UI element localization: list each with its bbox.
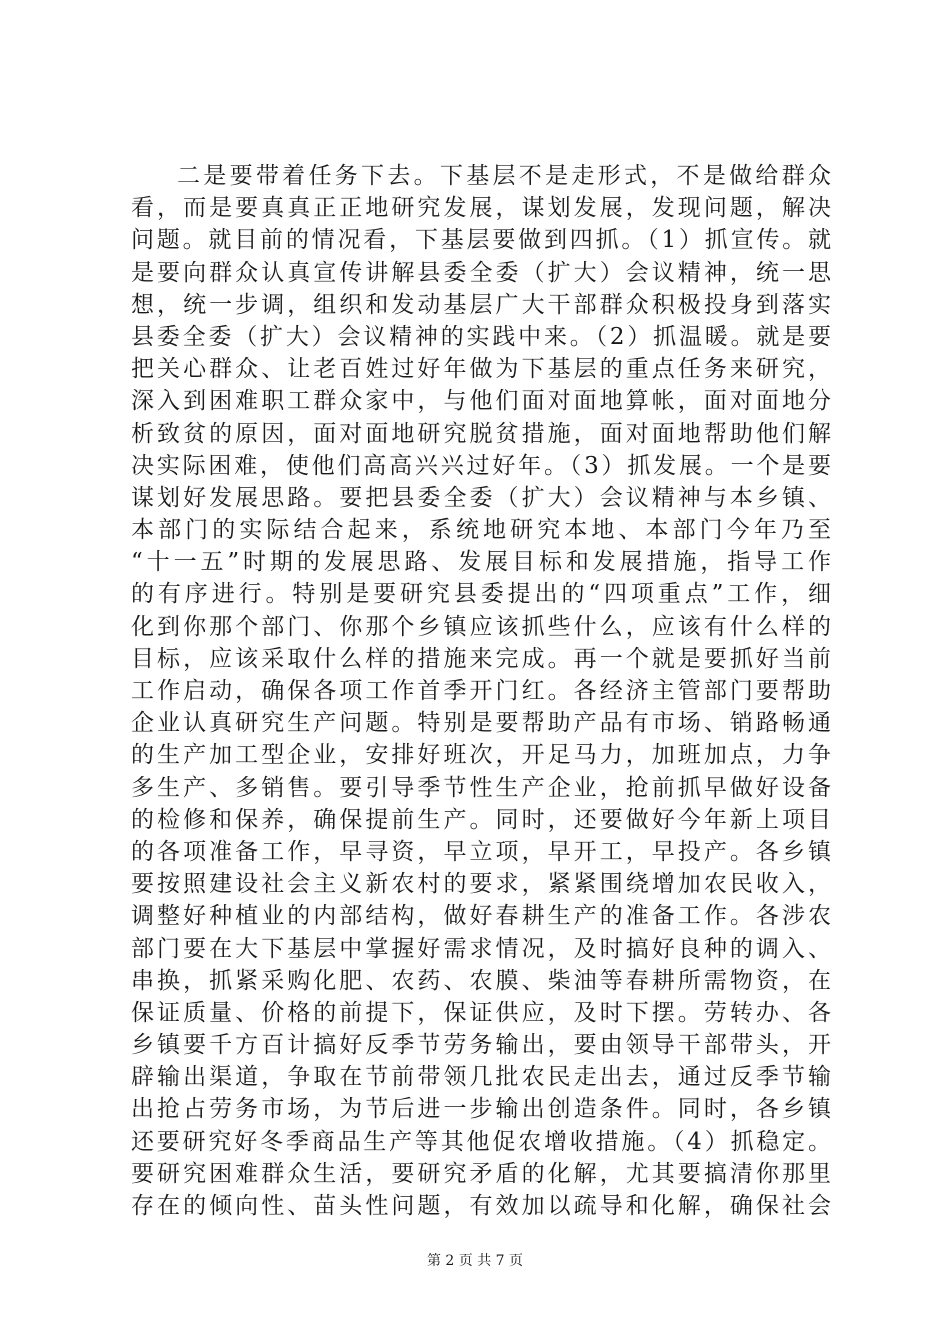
paragraph-line: 谋划好发展思路。要把县委全委（扩大）会议精神与本乡镇、 <box>131 484 831 511</box>
paragraph-line: 看，而是要真真正正地研究发展，谋划发展，发现问题，解决 <box>131 195 831 222</box>
paragraph-line: 串换，抓紧采购化肥、农药、农膜、柴油等春耕所需物资，在 <box>131 967 831 994</box>
paragraph-line: 还要研究好冬季商品生产等其他促农增收措施。（4）抓稳定。 <box>131 1128 831 1155</box>
paragraph-line: “十一五”时期的发展思路、发展目标和发展措施，指导工作 <box>131 549 831 576</box>
paragraph-line: 的各项准备工作，早寻资，早立项，早开工，早投产。各乡镇 <box>131 838 831 865</box>
paragraph-line: 二是要带着任务下去。下基层不是走形式，不是做给群众 <box>177 163 831 189</box>
paragraph-line: 决实际困难，使他们高高兴兴过好年。（3）抓发展。一个是要 <box>131 452 831 479</box>
paragraph-line: 目标，应该采取什么样的措施来完成。再一个就是要抓好当前 <box>131 645 831 672</box>
paragraph-line: 本部门的实际结合起来，系统地研究本地、本部门今年乃至 <box>131 517 831 544</box>
paragraph-line: 问题。就目前的情况看，下基层要做到四抓。（1）抓宣传。就 <box>131 227 831 254</box>
paragraph-line: 工作启动，确保各项工作首季开门红。各经济主管部门要帮助 <box>131 678 831 704</box>
paragraph-line: 要研究困难群众生活，要研究矛盾的化解，尤其要搞清你那里 <box>131 1160 831 1187</box>
paragraph-line: 存在的倾向性、苗头性问题，有效加以疏导和化解，确保社会 <box>131 1193 831 1219</box>
paragraph-line: 化到你那个部门、你那个乡镇应该抓些什么，应该有什么样的 <box>131 613 831 640</box>
paragraph-line: 的生产加工型企业，安排好班次，开足马力，加班加点，力争 <box>131 742 831 769</box>
paragraph-line: 想，统一步调，组织和发动基层广大干部群众积极投身到落实 <box>131 291 831 318</box>
paragraph-line: 的有序进行。特别是要研究县委提出的“四项重点”工作，细 <box>131 581 831 608</box>
paragraph-line: 县委全委（扩大）会议精神的实践中来。（2）抓温暖。就是要 <box>131 323 831 350</box>
paragraph-line: 乡镇要千方百计搞好反季节劳务输出，要由领导干部带头，开 <box>131 1032 831 1059</box>
paragraph-line: 深入到困难职工群众家中，与他们面对面地算帐，面对面地分 <box>131 388 831 415</box>
paragraph-line: 是要向群众认真宣传讲解县委全委（扩大）会议精神，统一思 <box>131 259 831 286</box>
paragraph-line: 出抢占劳务市场，为节后进一步输出创造条件。同时，各乡镇 <box>131 1096 831 1123</box>
page-number-footer: 第 2 页 共 7 页 <box>426 1253 524 1269</box>
paragraph-line: 保证质量、价格的前提下，保证供应，及时下摆。劳转办、各 <box>131 999 831 1026</box>
paragraph-line: 辟输出渠道，争取在节前带领几批农民走出去，通过反季节输 <box>131 1064 831 1091</box>
paragraph-line: 企业认真研究生产问题。特别是要帮助产品有市场、销路畅通 <box>131 710 831 737</box>
paragraph-line: 调整好种植业的内部结构，做好春耕生产的准备工作。各涉农 <box>131 903 831 930</box>
paragraph-line: 的检修和保养，确保提前生产。同时，还要做好今年新上项目 <box>131 806 831 833</box>
paragraph-line: 部门要在大下基层中掌握好需求情况，及时搞好良种的调入、 <box>131 935 831 962</box>
paragraph-line: 析致贫的原因，面对面地研究脱贫措施，面对面地帮助他们解 <box>131 420 831 447</box>
paragraph-line: 要按照建设社会主义新农村的要求，紧紧围绕增加农民收入， <box>131 871 831 898</box>
paragraph-line: 把关心群众、让老百姓过好年做为下基层的重点任务来研究， <box>131 356 831 383</box>
body-paragraph <box>131 160 831 1222</box>
paragraph-line: 多生产、多销售。要引导季节性生产企业，抢前抓早做好设备 <box>131 774 831 801</box>
